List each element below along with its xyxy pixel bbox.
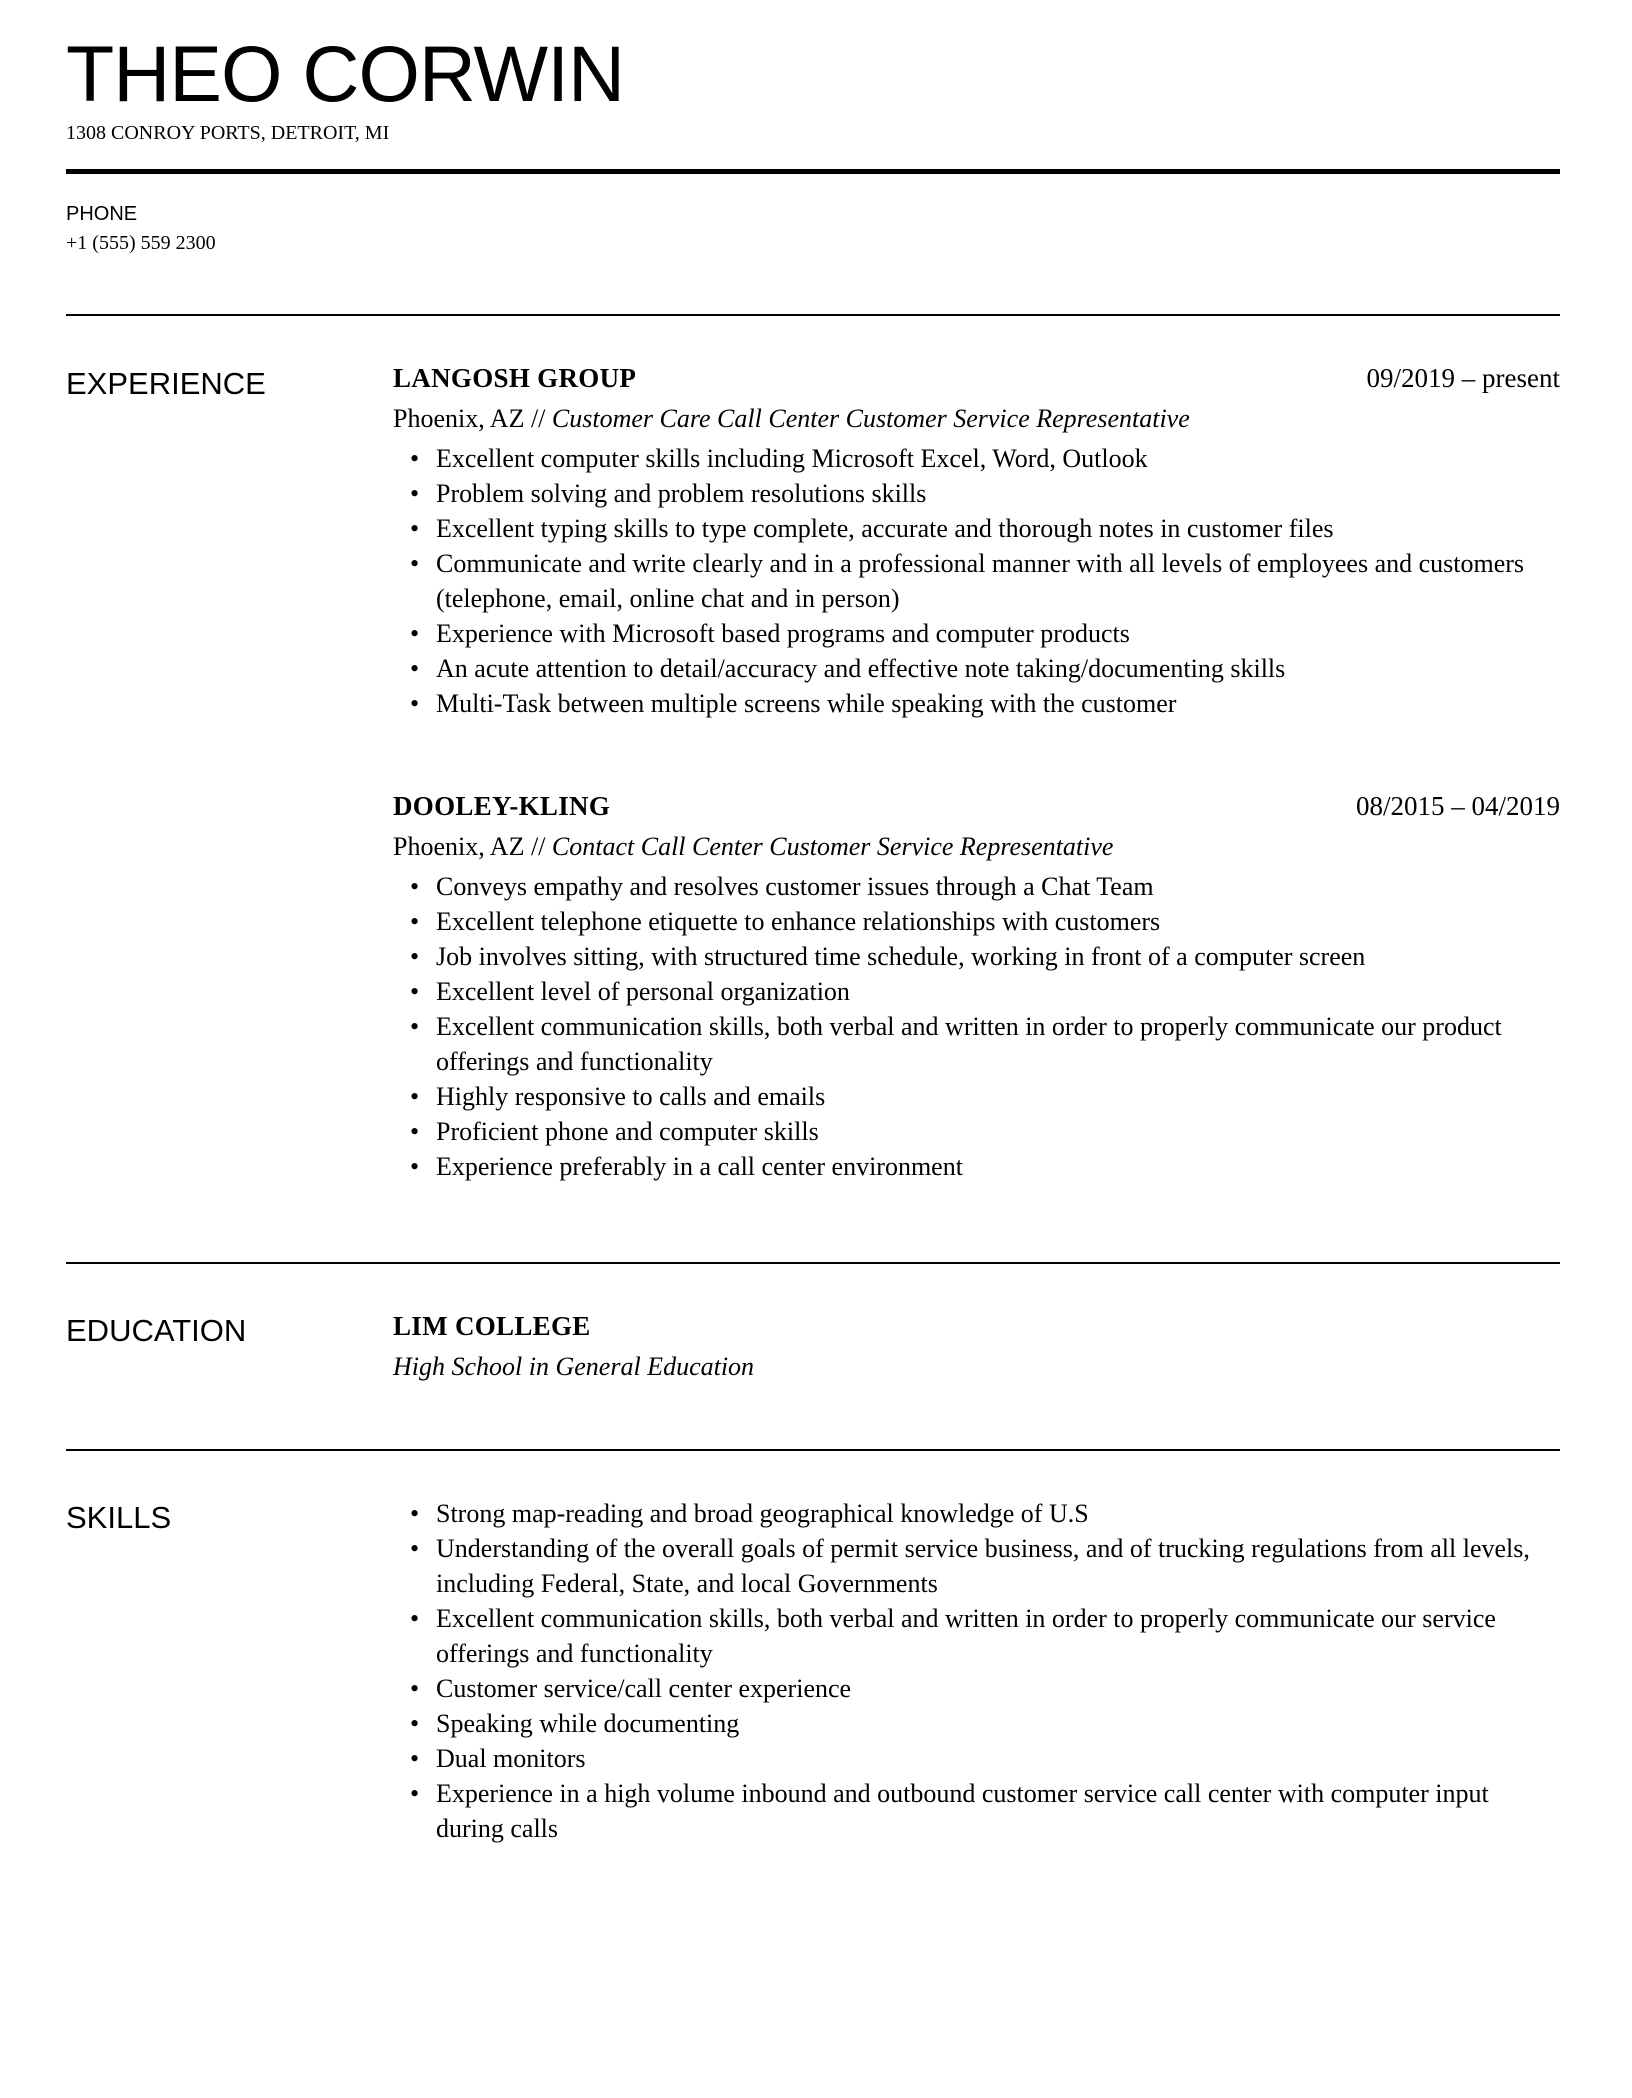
list-item: • Excellent typing skills to type complete, accurate and thorough notes in customer files [410,514,1334,543]
education-degree: High School in General Education [393,1352,755,1381]
list-item: • Excellent telephone etiquette to enhance relationships with customers [410,907,1161,936]
job-separator: // [524,832,552,861]
header-divider [66,169,1560,174]
skills-list [393,1496,1560,1846]
list-item: • Communicate and write clearly and in a professional manner with all levels of employees and customers (telephone, email, online chat and in person) [410,549,1525,613]
list-item: • Excellent communication skills, both verbal and written in order to properly communicate our product offerings and functionality [410,1012,1502,1076]
list-item: • Dual monitors [410,1744,586,1773]
phone-number: +1 (555) 559 2300 [66,232,216,254]
list-item: • Problem solving and problem resolutions skills [410,479,927,508]
list-item: • Job involves sitting, with structured time schedule, working in front of a computer screen [410,942,1366,971]
candidate-name: THEO CORWIN [66,29,625,118]
job-separator: // [524,404,552,433]
list-item: • Proficient phone and computer skills [410,1117,819,1146]
list-item: • Excellent computer skills including Microsoft Excel, Word, Outlook [410,444,1148,473]
job-dates: 09/2019 – present [1366,363,1560,393]
experience-section-title: EXPERIENCE [66,366,266,401]
experience-job-2 [393,789,1560,1184]
contact-divider [66,314,1560,316]
job-role: Customer Care Call Center Customer Service Representative [551,404,1190,433]
phone-label: PHONE [66,203,138,225]
list-item: • Understanding of the overall goals of permit service business, and of trucking regulations from all levels, including Federal, State, and local Governments [410,1534,1530,1598]
job-role: Contact Call Center Customer Service Representative [551,832,1114,861]
experience-job-1 [393,361,1560,721]
job-bullet-list [393,869,1560,1184]
education-entry [393,1309,1560,1384]
skills-entry [393,1496,1560,1846]
list-item: • Multi-Task between multiple screens while speaking with the customer [410,689,1177,718]
experience-divider [66,1262,1560,1264]
list-item: • Speaking while documenting [410,1709,740,1738]
list-item: • Strong map-reading and broad geographical knowledge of U.S [410,1499,1089,1528]
education-divider [66,1449,1560,1451]
list-item: • Conveys empathy and resolves customer issues through a Chat Team [410,872,1154,901]
job-subline [393,401,1560,441]
list-item: • An acute attention to detail/accuracy and effective note taking/documenting skills [410,654,1286,683]
candidate-address: 1308 CONROY PORTS, DETROIT, MI [66,122,390,144]
education-section-title: EDUCATION [66,1313,247,1348]
skills-section-title: SKILLS [66,1500,172,1535]
list-item: • Experience preferably in a call center environment [410,1152,963,1181]
job-location: Phoenix, AZ [393,832,525,861]
list-item: • Highly responsive to calls and emails [410,1082,826,1111]
job-company: DOOLEY-KLING [393,791,611,821]
job-subline [393,829,1560,869]
list-item: • Excellent level of personal organization [410,977,850,1006]
job-location: Phoenix, AZ [393,404,525,433]
list-item: • Experience with Microsoft based programs and computer products [410,619,1130,648]
list-item: • Experience in a high volume inbound and outbound customer service call center with computer input during calls [410,1779,1489,1843]
list-item: • Excellent communication skills, both verbal and written in order to properly communicate our service offerings and functionality [410,1604,1496,1668]
list-item: • Customer service/call center experience [410,1674,852,1703]
job-dates: 08/2015 – 04/2019 [1355,791,1560,821]
job-company: LANGOSH GROUP [393,363,637,393]
education-school: LIM COLLEGE [393,1311,591,1341]
job-bullet-list [393,441,1560,721]
